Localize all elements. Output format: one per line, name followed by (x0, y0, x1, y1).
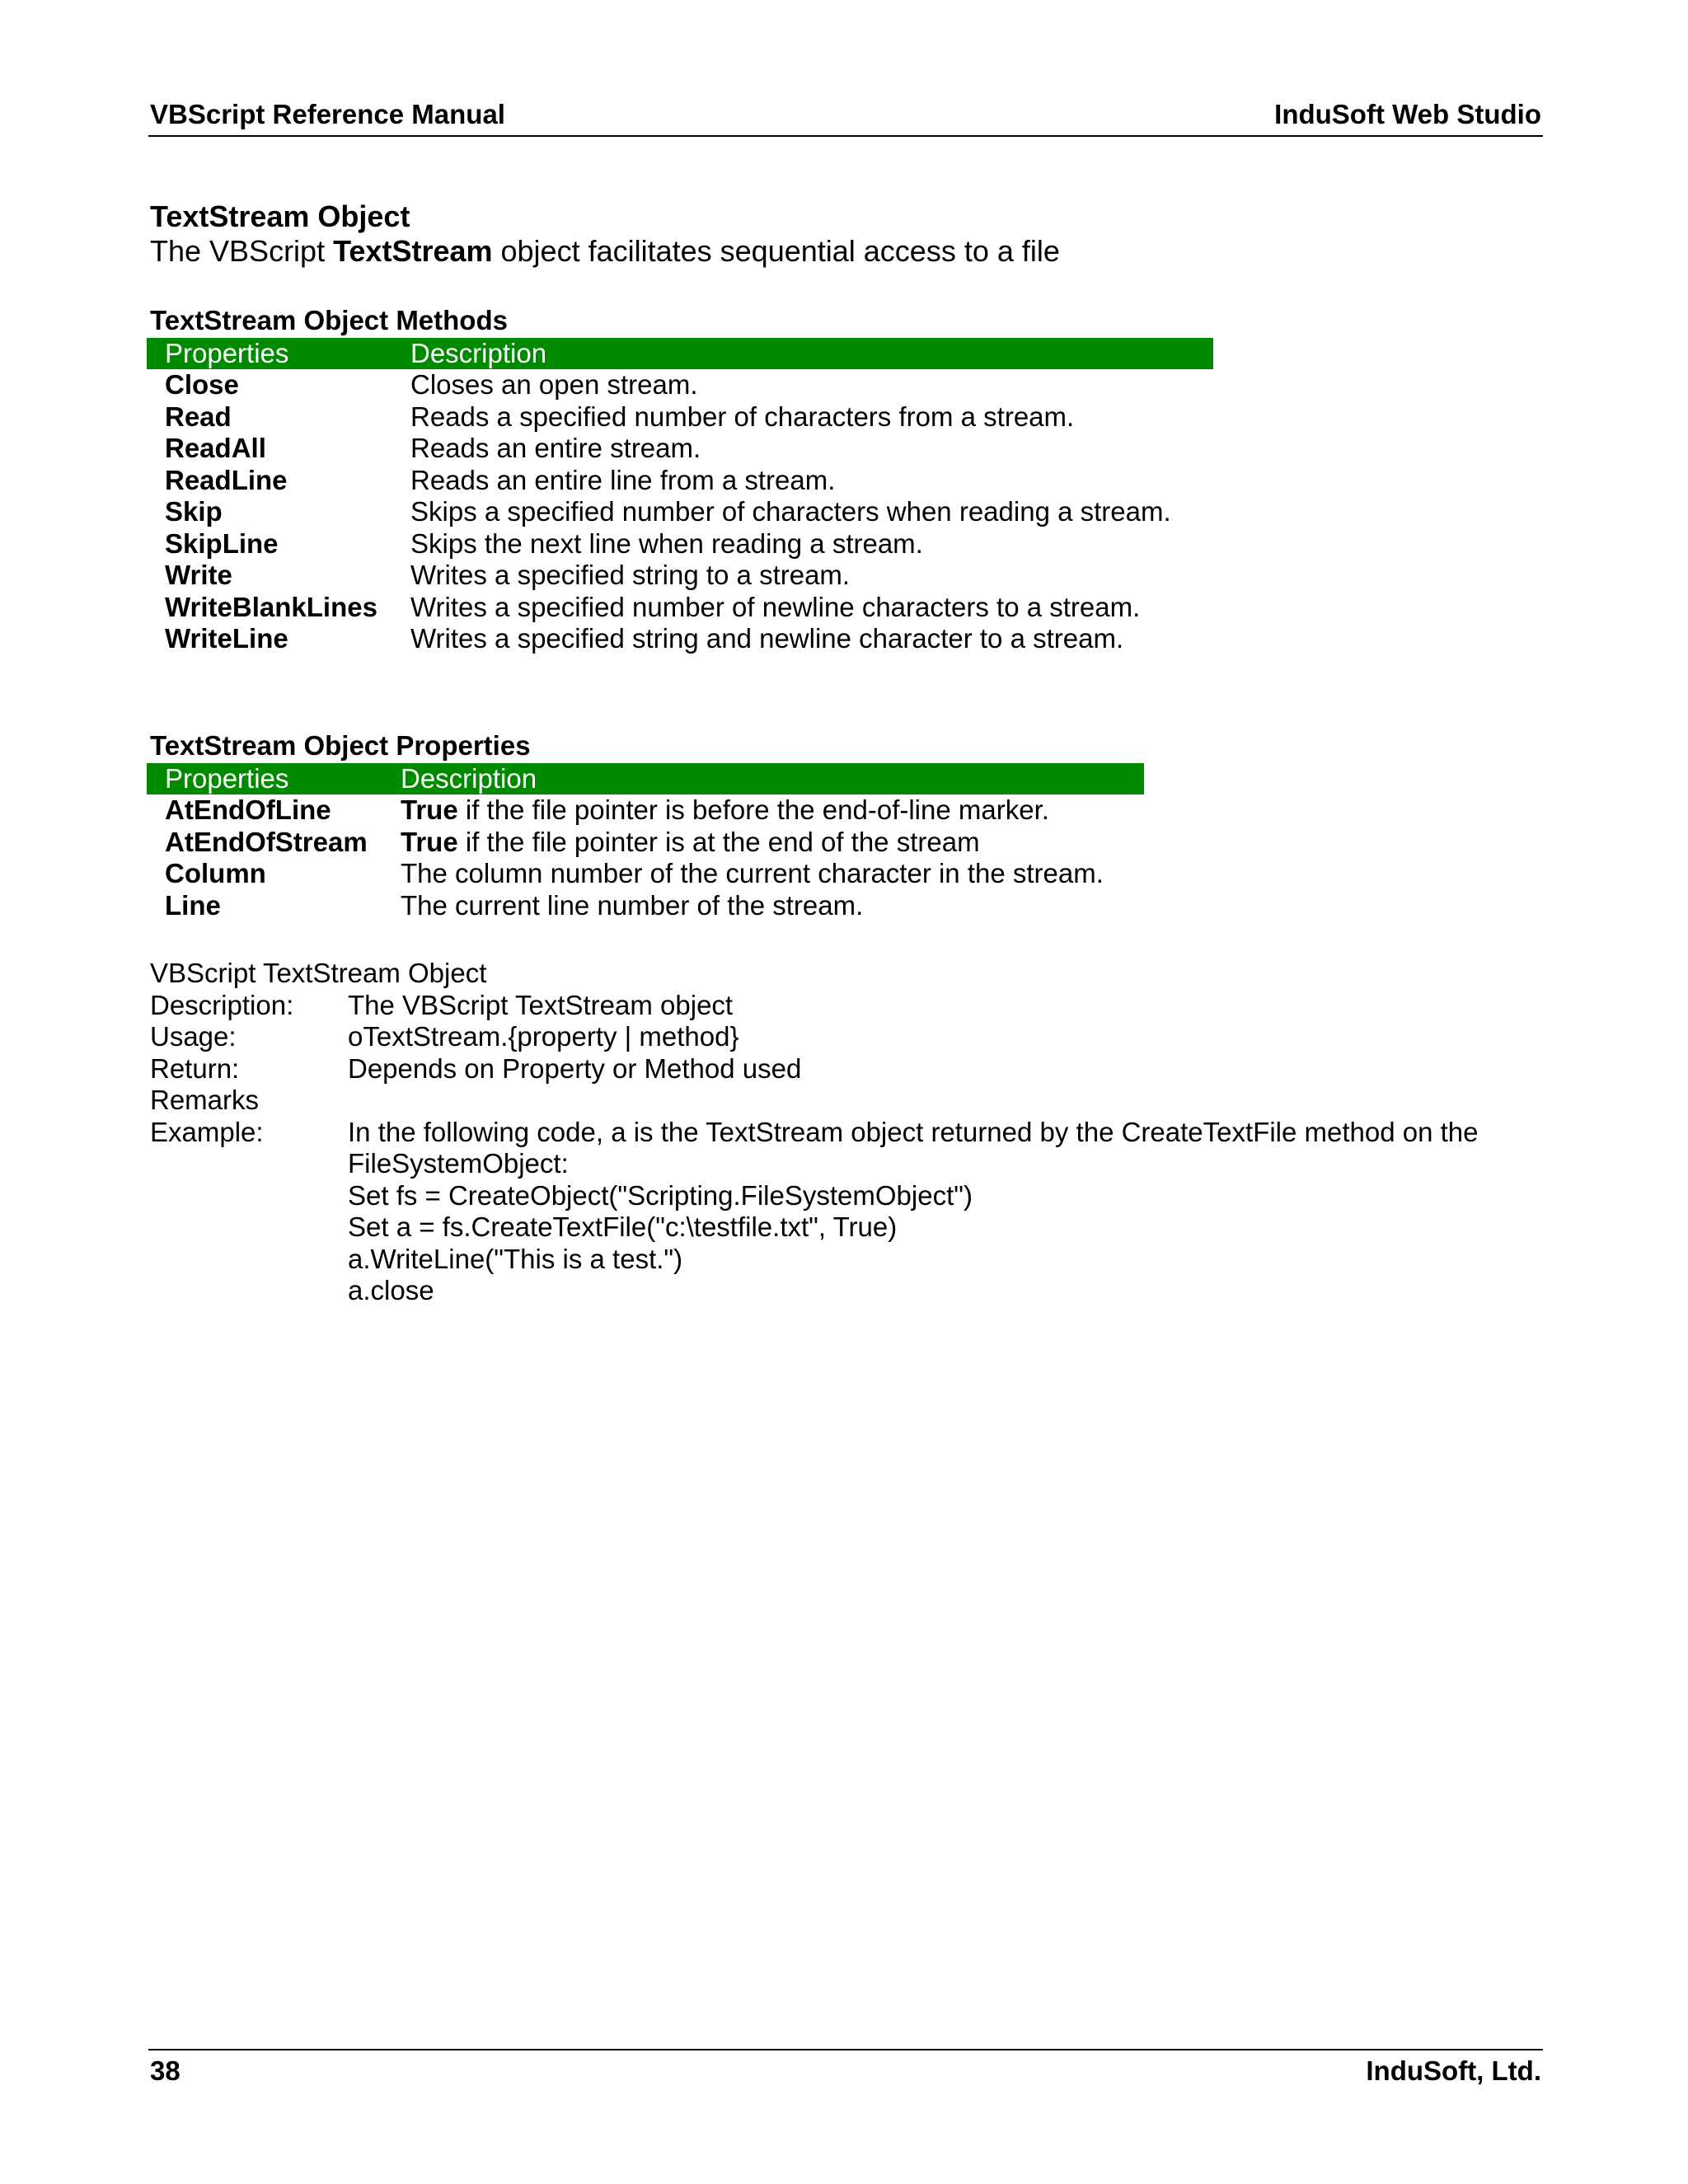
table-row (147, 623, 1213, 655)
property-name: Line (165, 889, 221, 921)
method-description: Writes a specified string to a stream. (410, 560, 851, 590)
subtitle-suffix: object facilitates sequential access to a file (492, 234, 1060, 268)
property-description-text: The current line number of the stream. (401, 889, 864, 921)
table-row (147, 369, 1213, 401)
remarks-label: Remarks (150, 1085, 260, 1115)
property-description-bold: True (401, 826, 458, 857)
info-heading: VBScript TextStream Object (150, 958, 487, 988)
method-name: Close (165, 369, 239, 400)
page-header (148, 97, 1543, 137)
method-name: WriteBlankLines (165, 591, 377, 622)
example-line: In the following code, a is the TextStream object returned by the CreateTextFile method on the (348, 1116, 1479, 1147)
table-row (147, 496, 1213, 528)
section-title: TextStream Object (150, 199, 410, 233)
methods-col-description: Description (410, 338, 547, 368)
method-description: Closes an open stream. (410, 369, 698, 400)
table-row (147, 890, 1144, 922)
example-line: a.WriteLine("This is a test.") (348, 1243, 683, 1274)
method-name: Skip (165, 496, 223, 527)
table-row (147, 560, 1213, 592)
method-description: Writes a specified number of newline characters to a stream. (410, 591, 1141, 622)
methods-table (147, 338, 1213, 655)
properties-col-properties: Properties (165, 763, 289, 794)
usage-label: Usage: (150, 1021, 237, 1052)
property-name: Column (165, 858, 266, 888)
header-product-name: InduSoft Web Studio (1274, 99, 1541, 129)
table-row (147, 465, 1213, 497)
properties-table-title: TextStream Object Properties (150, 730, 531, 761)
return-value: Depends on Property or Method used (348, 1052, 802, 1084)
property-name: AtEndOfLine (165, 794, 331, 825)
example-line: FileSystemObject: (348, 1148, 569, 1179)
page-footer (148, 2049, 1543, 2088)
method-name: WriteLine (165, 623, 288, 654)
example-label: Example: (150, 1116, 264, 1147)
property-description-text: if the file pointer is at the end of the stream (457, 826, 980, 857)
properties-table (147, 763, 1144, 921)
methods-col-properties: Properties (165, 338, 289, 368)
property-description (401, 794, 1049, 827)
method-description: Reads an entire line from a stream. (410, 464, 836, 495)
return-label: Return: (150, 1052, 240, 1084)
method-name: Write (165, 560, 232, 590)
property-description (401, 858, 1104, 890)
usage-value: oTextStream.{property | method} (348, 1021, 739, 1052)
property-name: AtEndOfStream (165, 826, 368, 857)
subtitle-bold: TextStream (333, 234, 493, 268)
description-value: The VBScript TextStream object (348, 989, 734, 1020)
properties-col-description: Description (401, 763, 537, 794)
property-description (401, 890, 863, 922)
table-row (147, 433, 1213, 465)
method-name: Read (165, 401, 232, 432)
method-description: Writes a specified string and newline character to a stream. (410, 623, 1124, 654)
table-row (147, 858, 1144, 890)
method-description: Reads a specified number of characters from a stream. (410, 401, 1075, 432)
property-description-text: if the file pointer is before the end-of-line marker. (457, 794, 1049, 825)
property-description (401, 827, 980, 859)
table-row (147, 827, 1144, 859)
header-manual-title: VBScript Reference Manual (150, 99, 505, 129)
example-line: Set fs = CreateObject("Scripting.FileSystemObject") (348, 1179, 973, 1211)
methods-table-header (147, 338, 1213, 369)
subtitle-prefix: The VBScript (150, 234, 334, 268)
footer-company-name: InduSoft, Ltd. (1366, 2055, 1541, 2086)
method-name: ReadAll (165, 433, 266, 463)
method-description: Reads an entire stream. (410, 433, 701, 463)
example-line: Set a = fs.CreateTextFile("c:\testfile.txt", True) (348, 1212, 898, 1242)
method-name: SkipLine (165, 527, 279, 559)
methods-table-title: TextStream Object Methods (150, 305, 508, 335)
table-row (147, 794, 1144, 827)
description-label: Description: (150, 989, 294, 1020)
example-line: a.close (348, 1275, 434, 1305)
page-number: 38 (150, 2055, 181, 2086)
method-name: ReadLine (165, 464, 288, 495)
method-description: Skips a specified number of characters when reading a stream. (410, 496, 1171, 527)
properties-table-header (147, 763, 1144, 794)
property-description-bold: True (401, 794, 458, 825)
table-row (147, 592, 1213, 624)
method-description: Skips the next line when reading a stream. (410, 527, 923, 559)
property-description-text: The column number of the current character in the stream. (401, 858, 1104, 888)
table-row (147, 401, 1213, 434)
section-subtitle (150, 234, 1060, 269)
table-row (147, 528, 1213, 560)
